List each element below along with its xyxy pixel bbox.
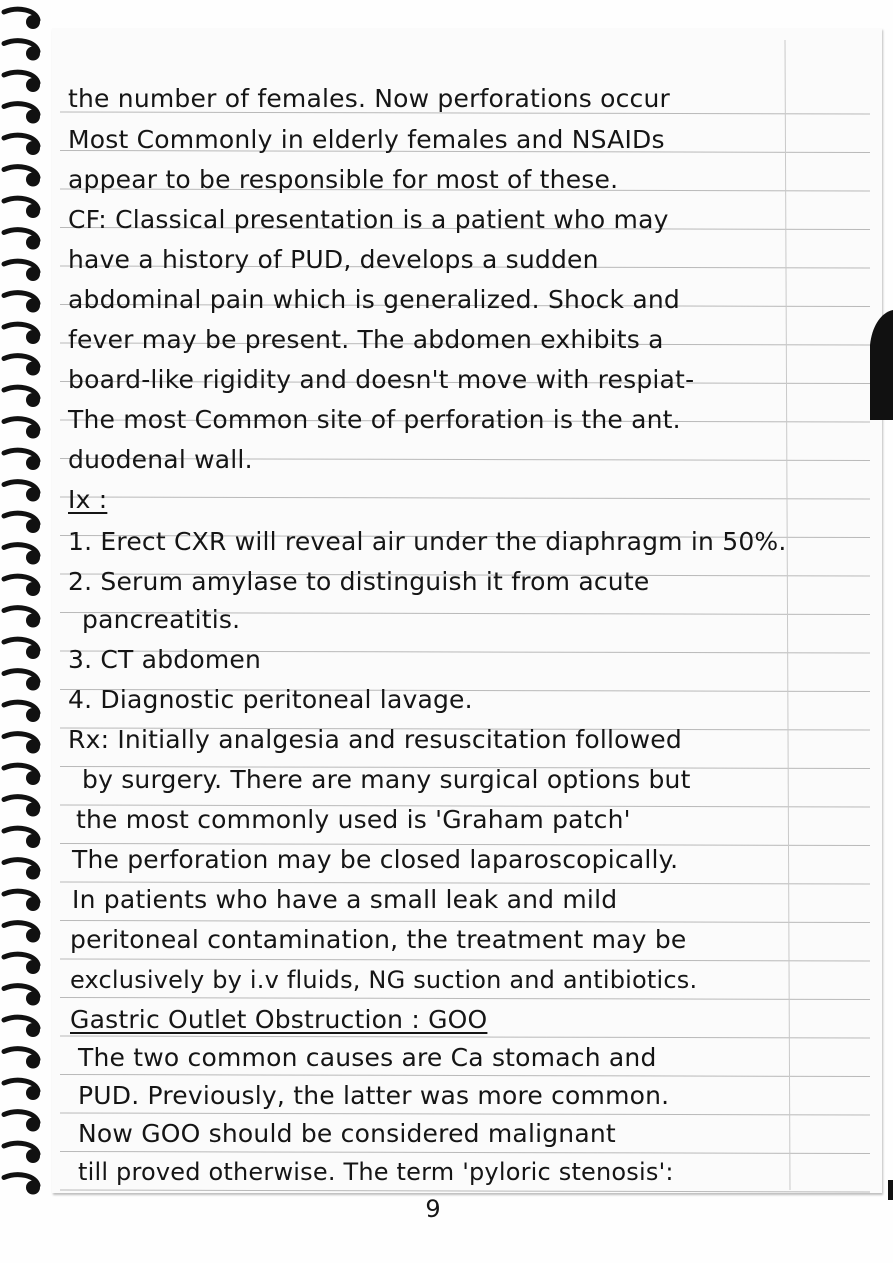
note-line: peritoneal contamination, the treatment may be [70, 925, 687, 954]
binding-ring [4, 828, 40, 848]
binding-ring [4, 41, 40, 61]
binding-ring [4, 135, 40, 155]
note-line-clinical-features: CF: Classical presentation is a patient who may [68, 205, 669, 234]
note-line: have a history of PUD, develops a sudden [68, 245, 599, 274]
note-line: duodenal wall. [68, 445, 253, 474]
rule-line [60, 1190, 870, 1192]
binding-ring [4, 9, 40, 29]
rule-line [60, 998, 870, 1000]
note-line: abdominal pain which is generalized. Shock and [68, 285, 680, 314]
binding-ring [4, 1049, 40, 1069]
note-line: The perforation may be closed laparoscopically. [72, 845, 679, 874]
list-item: 1. Erect CXR will reveal air under the diaphragm in 50%. [68, 527, 787, 556]
note-line: Most Commonly in elderly females and NSAIDs [68, 125, 665, 154]
rule-line [60, 1075, 870, 1077]
binding-ring [4, 891, 40, 911]
binding-ring [4, 387, 40, 407]
binding-ring [4, 1080, 40, 1100]
page-number: 9 [425, 1195, 441, 1223]
binding-ring [4, 860, 40, 880]
note-line: The two common causes are Ca stomach and [78, 1043, 657, 1072]
binding-ring [4, 482, 40, 502]
binding-ring [4, 576, 40, 596]
binding-ring [4, 1143, 40, 1163]
list-item: 2. Serum amylase to distinguish it from acute [68, 567, 650, 596]
spiral-binding-icon [0, 0, 60, 1200]
binding-ring [4, 1175, 40, 1195]
binding-ring [4, 356, 40, 376]
binding-ring [4, 450, 40, 470]
binding-ring [4, 1017, 40, 1037]
note-line: appear to be responsible for most of these. [68, 165, 619, 194]
binding-ring [4, 198, 40, 218]
rule-line [60, 882, 870, 884]
note-line-treatment: Rx: Initially analgesia and resuscitation followed [68, 725, 682, 754]
binding-ring [4, 324, 40, 344]
list-item: 3. CT abdomen [68, 645, 262, 674]
list-item-continuation: pancreatitis. [82, 605, 241, 634]
binding-ring [4, 639, 40, 659]
section-heading-goo: Gastric Outlet Obstruction : GOO [70, 1005, 488, 1034]
note-line: Now GOO should be considered malignant [78, 1119, 616, 1148]
note-line: till proved otherwise. The term 'pyloric stenosis': [78, 1158, 674, 1186]
binding-ring [4, 797, 40, 817]
list-item: 4. Diagnostic peritoneal lavage. [68, 685, 473, 714]
binding-ring [4, 419, 40, 439]
binding-ring [4, 513, 40, 533]
note-line: the number of females. Now perforations occur [68, 84, 671, 113]
binding-ring [4, 293, 40, 313]
binding-ring [4, 230, 40, 250]
binding-ring [4, 1112, 40, 1132]
rule-line [60, 1113, 870, 1115]
binding-ring [4, 671, 40, 691]
note-line: the most commonly used is 'Graham patch' [76, 805, 631, 834]
rule-line [60, 921, 870, 923]
binding-ring [4, 167, 40, 187]
rule-line [60, 959, 870, 961]
note-line: fever may be present. The abdomen exhibits a [68, 325, 664, 354]
rule-line [60, 1036, 870, 1038]
note-line: exclusively by i.v fluids, NG suction and antibiotics. [70, 966, 698, 994]
binding-ring [4, 986, 40, 1006]
binding-ring [4, 734, 40, 754]
note-line: The most Common site of perforation is the ant. [68, 405, 681, 434]
binding-ring [4, 104, 40, 124]
note-line: board-like rigidity and doesn't move with respiat- [68, 365, 695, 394]
binding-ring [4, 545, 40, 565]
section-heading-investigations: Ix : [68, 485, 108, 514]
binding-ring [4, 765, 40, 785]
binding-ring [4, 608, 40, 628]
binding-ring [4, 72, 40, 92]
note-line: In patients who have a small leak and mild [72, 885, 618, 914]
rule-line [60, 1152, 870, 1154]
note-line: PUD. Previously, the latter was more common. [78, 1081, 670, 1110]
note-line: by surgery. There are many surgical options but [82, 765, 691, 794]
binding-ring [4, 923, 40, 943]
binding-ring [4, 702, 40, 722]
binding-ring [4, 954, 40, 974]
binding-ring [4, 261, 40, 281]
